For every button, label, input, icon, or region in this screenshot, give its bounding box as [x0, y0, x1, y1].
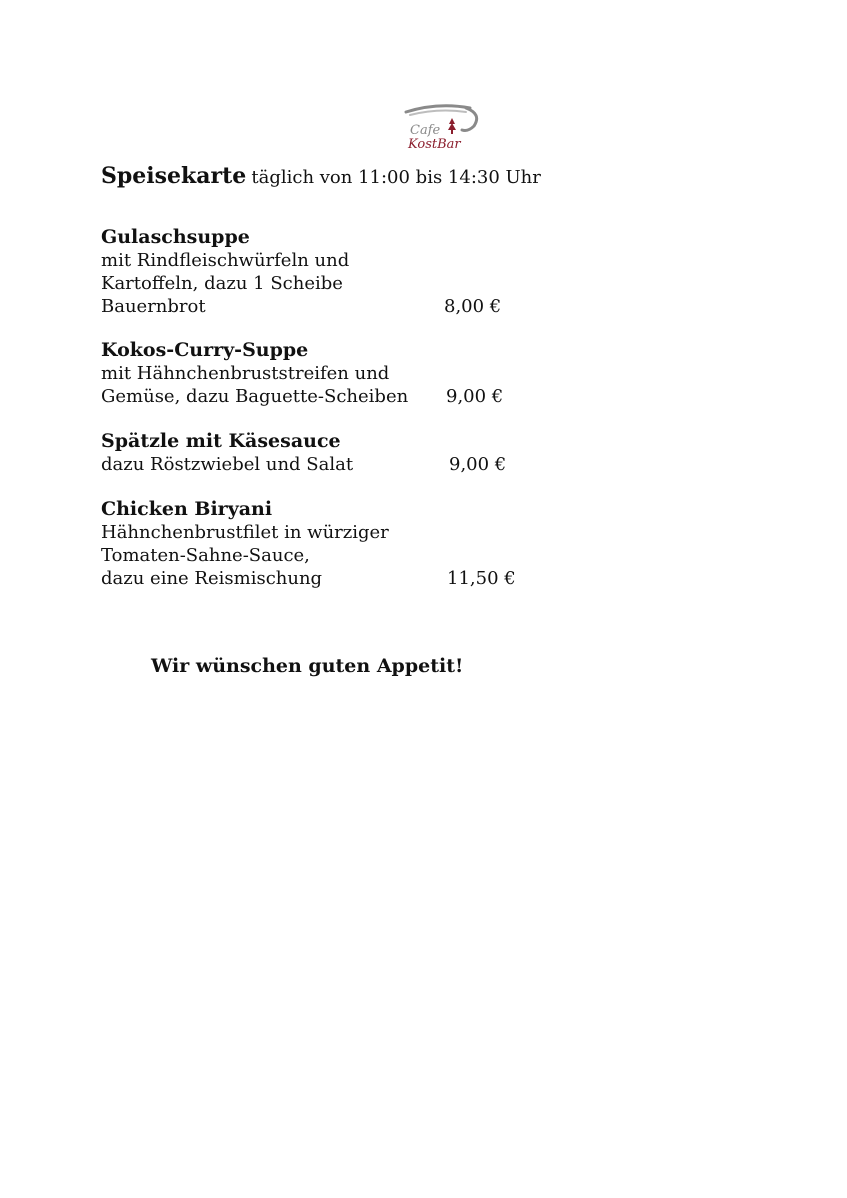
logo-kostbar-text: KostBar [408, 137, 461, 152]
menu-item-description: Bauernbrot [101, 296, 206, 317]
menu-item-price: 9,00 € [449, 454, 507, 475]
menu-item-name: Kokos-Curry-Suppe [101, 339, 309, 361]
menu-item-description: mit Rindfleischwürfeln und [101, 250, 350, 271]
closing-message: Wir wünschen guten Appetit! [151, 655, 464, 677]
menu-item-description: dazu eine Reismischung [101, 568, 323, 589]
cafe-kostbar-logo [400, 100, 482, 152]
menu-item-description: Hähnchenbrustfilet in würziger [101, 522, 389, 543]
menu-item [101, 430, 521, 476]
menu-item-name: Spätzle mit Käsesauce [101, 430, 341, 452]
menu-header [101, 163, 541, 189]
menu-item-description: mit Hähnchenbruststreifen und [101, 363, 390, 384]
menu-item-name: Gulaschsuppe [101, 226, 250, 248]
menu-item-price: 8,00 € [444, 296, 502, 317]
menu-item-name: Chicken Biryani [101, 498, 273, 520]
coffee-cup-logo-icon [400, 100, 482, 152]
menu-item [101, 339, 521, 408]
menu-item-price: 9,00 € [446, 386, 504, 407]
menu-item-description: Tomaten-Sahne-Sauce, [101, 545, 310, 566]
menu-item-description: Gemüse, dazu Baguette-Scheiben [101, 386, 409, 407]
menu-item-price: 11,50 € [447, 568, 516, 589]
menu-title: Speisekarte [101, 163, 247, 189]
logo-cafe-text: Cafe [410, 123, 441, 138]
menu-hours: täglich von 11:00 bis 14:30 Uhr [251, 167, 541, 188]
menu-item-description: Kartoffeln, dazu 1 Scheibe [101, 273, 343, 294]
menu-item [101, 226, 521, 318]
menu-item [101, 498, 521, 590]
menu-item-description: dazu Röstzwiebel und Salat [101, 454, 354, 475]
